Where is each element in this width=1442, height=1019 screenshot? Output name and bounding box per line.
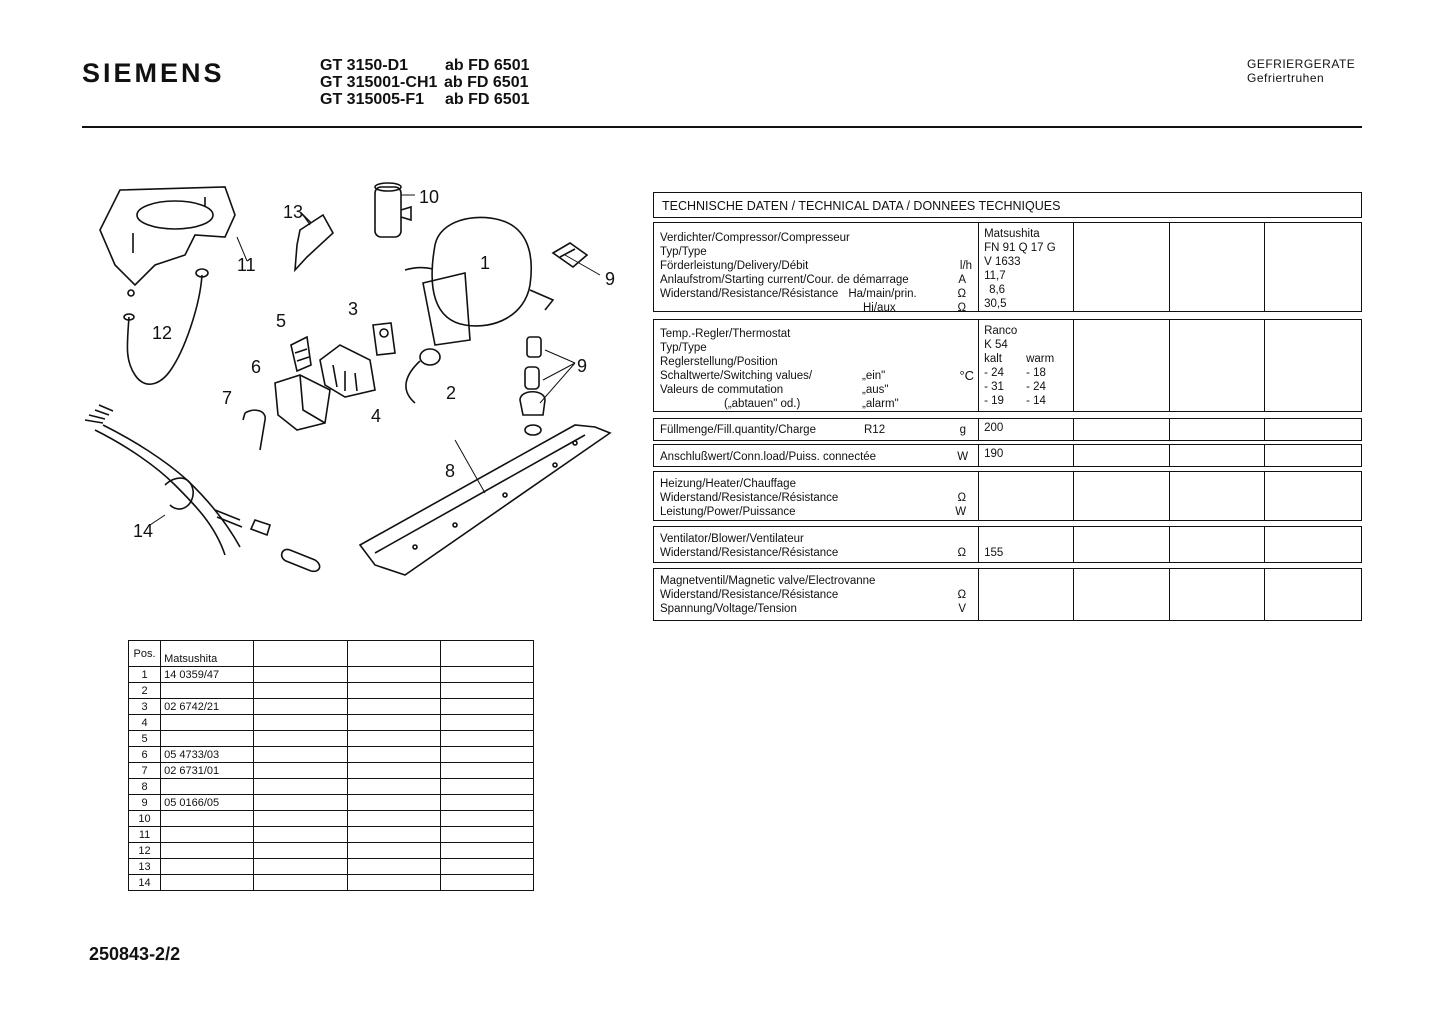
part-number: 14 0359/47 <box>161 667 254 683</box>
compressor-labels <box>654 223 979 314</box>
value: K 54 <box>984 339 1008 351</box>
unit: V <box>958 603 967 615</box>
label: Verdichter/Compressor/Compresseur <box>660 232 850 244</box>
pos: 3 <box>129 699 161 715</box>
empty-value <box>979 569 1074 620</box>
empty-cell <box>440 827 533 843</box>
table-row <box>129 875 534 891</box>
empty-cell <box>347 763 440 779</box>
empty-column <box>1074 569 1170 620</box>
empty-column <box>1170 527 1266 562</box>
value: - 19 <box>984 395 1004 407</box>
empty-cell <box>440 667 533 683</box>
part-14-cable-harness <box>85 405 320 571</box>
empty-cell <box>440 641 533 667</box>
model-number: GT 3150-D1 <box>320 57 409 74</box>
part-number <box>161 779 254 795</box>
unit: Ω <box>957 547 967 559</box>
part-number: 02 6742/21 <box>161 699 254 715</box>
label: Anschlußwert/Conn.load/Puiss. connectée <box>660 451 877 463</box>
label-row <box>660 273 972 287</box>
label-row <box>660 287 972 301</box>
empty-cell <box>254 875 347 891</box>
blower-labels <box>654 527 979 562</box>
model-row <box>320 74 565 91</box>
callout-3: 3 <box>348 299 359 319</box>
empty-cell <box>440 859 533 875</box>
label: Leistung/Power/Puissance <box>660 506 796 518</box>
value: warm <box>1026 353 1055 365</box>
empty-column <box>1074 472 1170 520</box>
label: Hi/aux <box>863 302 896 314</box>
model-from: ab FD 6501 <box>444 74 529 91</box>
label-row <box>660 546 972 560</box>
empty-cell <box>254 843 347 859</box>
part-number: 05 4733/03 <box>161 747 254 763</box>
label: Widerstand/Resistance/Résistance <box>660 492 839 504</box>
empty-cell <box>347 843 440 859</box>
unit: Ω <box>957 288 967 300</box>
empty-cell <box>347 779 440 795</box>
valve-section <box>653 568 1362 621</box>
pos: 4 <box>129 715 161 731</box>
empty-cell <box>347 699 440 715</box>
callout-5: 5 <box>276 311 287 331</box>
table-row <box>129 811 534 827</box>
empty-column <box>1265 472 1361 520</box>
part-number: 02 6731/01 <box>161 763 254 779</box>
model-number: GT 315005-F1 <box>320 91 425 108</box>
compressor-values <box>979 223 1074 311</box>
callout-9: 9 <box>605 269 616 289</box>
part-9-mounting-set <box>520 337 545 435</box>
callout-10: 10 <box>419 187 440 207</box>
empty-column <box>1265 445 1361 466</box>
label-row <box>660 383 972 397</box>
label: Ha/main/prin. <box>848 288 917 300</box>
empty-cell <box>254 779 347 795</box>
pos: 7 <box>129 763 161 779</box>
empty-cell <box>254 859 347 875</box>
callout-4: 4 <box>371 406 382 426</box>
parts-diagram <box>75 175 635 605</box>
document-number: 250843-2/2 <box>89 944 181 964</box>
tech-title: TECHNISCHE DATEN / TECHNICAL DATA / DONNEES TECHNIQUES <box>662 199 1061 213</box>
part-number <box>161 683 254 699</box>
value: Ranco <box>984 325 1018 337</box>
empty-cell <box>254 795 347 811</box>
unit: l/h <box>959 260 973 272</box>
empty-cell <box>347 795 440 811</box>
part-number: 05 0166/05 <box>161 795 254 811</box>
model-list <box>320 57 565 108</box>
label: Anlaufstrom/Starting current/Cour. de démarrage <box>660 274 909 286</box>
unit: g <box>959 424 967 436</box>
part-8-mounting-rail <box>360 425 610 575</box>
empty-cell <box>254 731 347 747</box>
part-2-overload <box>406 349 440 403</box>
callout-6: 6 <box>251 357 262 377</box>
empty-cell <box>347 683 440 699</box>
table-row <box>129 747 534 763</box>
unit: W <box>957 451 969 463</box>
empty-column <box>1170 472 1266 520</box>
part-number <box>161 859 254 875</box>
charge-value: 200 <box>979 419 1074 440</box>
callout-7: 7 <box>222 388 233 408</box>
empty-cell <box>347 827 440 843</box>
value: - 31 <box>984 381 1004 393</box>
part-number <box>161 843 254 859</box>
pos: 12 <box>129 843 161 859</box>
label: Förderleistung/Delivery/Débit <box>660 260 809 272</box>
empty-column <box>1170 569 1266 620</box>
unit: Ω <box>957 492 967 504</box>
empty-cell <box>440 699 533 715</box>
thermostat-labels <box>654 320 979 411</box>
table-row <box>129 779 534 795</box>
parts-table <box>128 640 534 891</box>
empty-cell <box>254 641 347 667</box>
label-row <box>660 505 972 519</box>
pos: 9 <box>129 795 161 811</box>
empty-column <box>1170 223 1266 311</box>
pos: 6 <box>129 747 161 763</box>
category-subtitle: Gefriertruhen <box>1247 71 1325 85</box>
table-row <box>129 699 534 715</box>
empty-cell <box>347 715 440 731</box>
label-row <box>660 491 972 505</box>
table-row <box>129 715 534 731</box>
part-number <box>161 811 254 827</box>
label: Magnetventil/Magnetic valve/Electrovanne <box>660 575 876 587</box>
part-number <box>161 731 254 747</box>
value: 8,6 <box>989 284 1006 296</box>
label: Widerstand/Resistance/Résistance <box>660 589 839 601</box>
label-row <box>660 450 972 464</box>
table-row <box>129 859 534 875</box>
unit: Ω <box>957 302 967 314</box>
label-row <box>660 423 972 437</box>
callout-14: 14 <box>133 521 154 541</box>
label: „aus" <box>862 384 889 396</box>
pos: 14 <box>129 875 161 891</box>
empty-cell <box>440 779 533 795</box>
value: kalt <box>984 353 1002 365</box>
empty-cell <box>347 859 440 875</box>
empty-cell <box>440 843 533 859</box>
value: 30,5 <box>984 298 1007 310</box>
pos: 8 <box>129 779 161 795</box>
brand-logo: SIEMENS <box>82 58 225 88</box>
empty-column <box>1074 419 1170 440</box>
label: Temp.-Regler/Thermostat <box>660 328 791 340</box>
label-row <box>660 259 972 273</box>
part-5-bracket <box>291 337 311 371</box>
empty-cell <box>254 747 347 763</box>
label: Widerstand/Resistance/Résistance <box>660 547 839 559</box>
pos-header: Pos. <box>129 641 161 667</box>
pos: 1 <box>129 667 161 683</box>
empty-column <box>1265 569 1361 620</box>
table-row <box>129 731 534 747</box>
empty-column <box>1074 320 1170 411</box>
empty-cell <box>440 683 533 699</box>
empty-cell <box>347 811 440 827</box>
empty-column <box>1170 320 1266 411</box>
empty-cell <box>254 699 347 715</box>
table-row <box>129 667 534 683</box>
label: Reglerstellung/Position <box>660 356 778 368</box>
label-row <box>660 368 975 383</box>
callout-12: 12 <box>152 323 173 343</box>
empty-cell <box>347 641 440 667</box>
label: Typ/Type <box>660 246 707 258</box>
empty-column <box>1265 320 1361 411</box>
callout-1: 1 <box>480 253 491 273</box>
label: Füllmenge/Fill.quantity/Charge <box>660 424 816 436</box>
unit: Ω <box>957 589 967 601</box>
empty-column <box>1170 419 1266 440</box>
empty-column <box>1074 223 1170 311</box>
table-row <box>129 795 534 811</box>
compressor-section <box>653 222 1362 312</box>
value-row <box>984 380 1068 394</box>
label: Widerstand/Resistance/Résistance <box>660 288 839 300</box>
callout-11: 11 <box>237 255 256 275</box>
model-from: ab FD 6501 <box>445 91 530 108</box>
pos: 5 <box>129 731 161 747</box>
thermostat-values <box>979 320 1074 411</box>
empty-column <box>1265 527 1361 562</box>
label: Typ/Type <box>660 342 707 354</box>
label: Schaltwerte/Switching values/ <box>660 370 813 382</box>
label-row <box>660 602 972 616</box>
charge-labels <box>654 419 979 440</box>
callout-13: 13 <box>283 202 304 222</box>
part-number <box>161 875 254 891</box>
label: „ein" <box>862 370 886 382</box>
value: - 24 <box>1026 381 1046 393</box>
category-title: GEFRIERGERATE <box>1247 57 1356 71</box>
empty-cell <box>347 875 440 891</box>
empty-cell <box>347 667 440 683</box>
blower-section <box>653 526 1362 563</box>
header-divider <box>82 126 1362 128</box>
part-number <box>161 715 254 731</box>
empty-cell <box>440 715 533 731</box>
value-row <box>984 352 1068 366</box>
part-11-housing <box>100 187 235 296</box>
valve-labels <box>654 569 979 620</box>
empty-column <box>1265 419 1361 440</box>
label: Valeurs de commutation <box>660 384 784 396</box>
heater-labels <box>654 472 979 520</box>
load-value: 190 <box>979 445 1074 466</box>
label-row <box>660 301 972 315</box>
part-10-capacitor <box>375 183 411 237</box>
value-row <box>984 366 1068 380</box>
pos: 2 <box>129 683 161 699</box>
label: Spannung/Voltage/Tension <box>660 603 797 615</box>
pos: 13 <box>129 859 161 875</box>
empty-cell <box>254 811 347 827</box>
empty-cell <box>254 827 347 843</box>
model-number: GT 315001-CH1 <box>320 74 438 91</box>
empty-cell <box>254 667 347 683</box>
unit: A <box>958 274 967 286</box>
value: - 18 <box>1026 367 1046 379</box>
empty-cell <box>440 731 533 747</box>
value-row <box>984 394 1068 408</box>
empty-cell <box>440 875 533 891</box>
table-row <box>129 827 534 843</box>
part-1-compressor <box>405 217 553 345</box>
model-row <box>320 57 565 74</box>
table-row <box>129 763 534 779</box>
load-labels <box>654 445 979 466</box>
value: 11,7 <box>984 270 1006 282</box>
label: „alarm" <box>862 398 899 410</box>
pos: 11 <box>129 827 161 843</box>
value: - 24 <box>984 367 1004 379</box>
empty-column <box>1265 223 1361 311</box>
empty-cell <box>440 811 533 827</box>
empty-column <box>1170 445 1266 466</box>
label: („abtauen" od.) <box>724 398 801 410</box>
empty-cell <box>161 641 254 652</box>
empty-cell <box>440 795 533 811</box>
empty-value <box>979 472 1074 520</box>
value: FN 91 Q 17 G <box>984 242 1056 254</box>
load-section <box>653 444 1362 467</box>
heater-section <box>653 471 1362 521</box>
callout-8: 8 <box>445 461 456 481</box>
empty-cell <box>254 683 347 699</box>
unit: °C <box>959 368 975 383</box>
model-from: ab FD 6501 <box>445 57 530 74</box>
part-7-clamp <box>243 410 265 450</box>
charge-section <box>653 418 1362 441</box>
pos: 10 <box>129 811 161 827</box>
part-6-protector <box>275 375 330 430</box>
empty-cell <box>254 763 347 779</box>
empty-cell <box>347 747 440 763</box>
model-row <box>320 91 565 108</box>
label: Heizung/Heater/Chauffage <box>660 478 796 490</box>
tech-title-box <box>653 192 1362 218</box>
value: Matsushita <box>984 228 1040 240</box>
empty-cell <box>440 763 533 779</box>
value: - 14 <box>1026 395 1046 407</box>
blower-value: 155 <box>979 527 1074 562</box>
label-row <box>660 397 972 411</box>
manufacturer-header: Matsushita <box>161 651 254 667</box>
table-row <box>129 683 534 699</box>
part-number <box>161 827 254 843</box>
part-3-switch <box>373 323 395 355</box>
unit: W <box>955 506 967 518</box>
callout-2: 2 <box>446 383 457 403</box>
empty-column <box>1074 445 1170 466</box>
thermostat-section <box>653 319 1362 412</box>
label: R12 <box>864 424 886 436</box>
label-row <box>660 588 972 602</box>
category-block <box>1247 57 1355 85</box>
empty-cell <box>440 747 533 763</box>
part-9-grommet <box>553 243 587 267</box>
label: Ventilator/Blower/Ventilateur <box>660 533 804 545</box>
empty-cell <box>347 731 440 747</box>
empty-column <box>1074 527 1170 562</box>
value: V 1633 <box>984 256 1021 268</box>
table-row <box>129 843 534 859</box>
callout-9-b: 9 <box>577 356 588 376</box>
empty-cell <box>254 715 347 731</box>
parts-header-row <box>129 641 534 652</box>
